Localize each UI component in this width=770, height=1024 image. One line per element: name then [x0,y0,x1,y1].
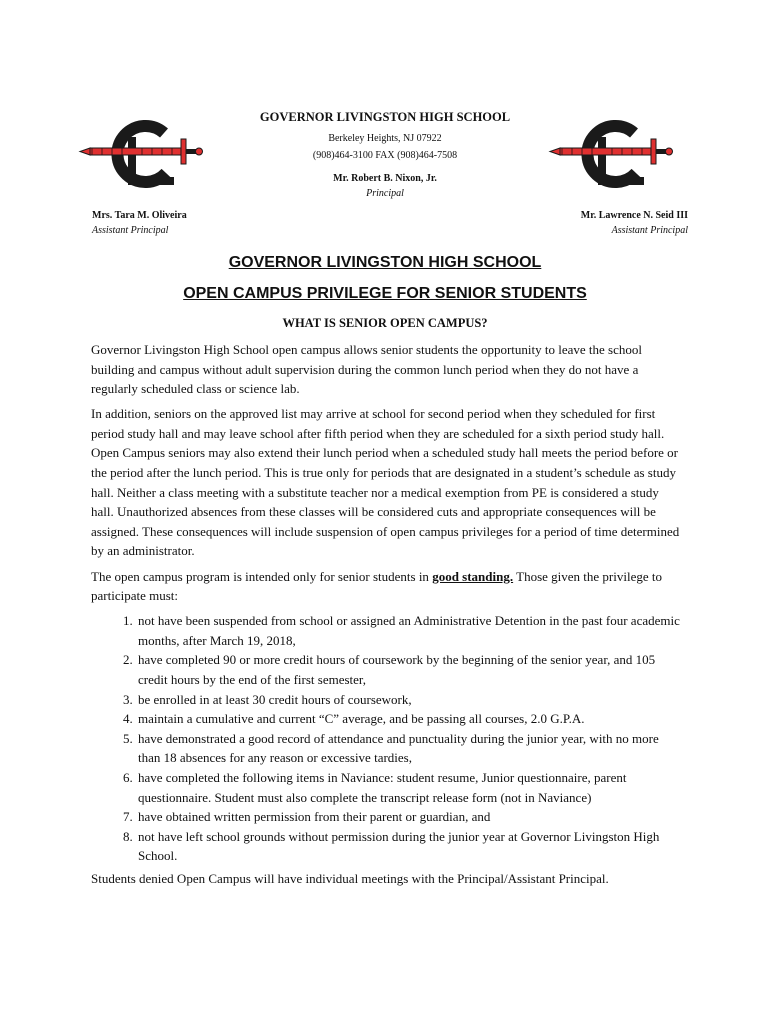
list-item: 5. have demonstrated a good record of attendance and punctuality during the junior year, with no more than 18 absences for any reason or excessive tardies, [136,729,683,768]
paragraph-eligibility [91,567,683,606]
asst-left-name: Mrs. Tara M. Oliveira [92,210,187,221]
paragraph-intro: Governor Livingston High School open campus allows senior students the opportunity to leave the school building and campus without adult supervision during the common lunch period when they do not have a regularly scheduled class or science lab. [91,342,642,397]
good-standing-emphasis: good standing. [432,568,514,584]
assistant-principal-left [92,208,187,238]
eligibility-text-start: The open campus program is intended only for senior students in [91,568,433,584]
document-body [91,340,683,894]
list-item: 8. not have left school grounds without permission during the junior year at Governor Livingston High School. [136,827,683,866]
asst-right-name: Mr. Lawrence N. Seid III [580,210,688,221]
principal-name: Mr. Robert B. Nixon, Jr. [333,173,437,184]
requirements-list [91,611,683,866]
letterhead [185,110,585,199]
principal-title: Principal [366,188,404,199]
section-heading: WHAT IS SENIOR OPEN CAMPUS? [282,316,488,330]
assistant-principal-right [581,208,688,238]
paragraph-study-hall: In addition, seniors on the approved list may arrive at school for second period when they scheduled for first period study hall and may leave school after fifth period when they are scheduled for a sixth period study hall. Open Campus seniors may also extend their lunch period when a scheduled study hall meets the period before or the period after the lunch period. This is true only for periods that are designated in a student’s schedule as study hall. Neither a class meeting with a substitute teacher nor a medical exemption from PE is considered a study hall. Unauthorized absences from these classes will be considered cuts and appropriate consequences will be assigned. These consequences will include suspension of open campus privileges for a period of time determined by an administrator. [91,406,680,559]
list-item: 3. be enrolled in at least 30 credit hours of coursework, [136,690,683,710]
asst-left-title: Assistant Principal [92,225,169,236]
document-title-line1: GOVERNOR LIVINGSTON HIGH SCHOOL [228,254,542,271]
letterhead-phone: (908)464-3100 FAX (908)464-7508 [312,150,458,161]
list-item: 4. maintain a cumulative and current “C” average, and be passing all courses, 2.0 G.P.A. [136,709,683,729]
letterhead-address: Berkeley Heights, NJ 07922 [328,133,442,144]
document-title-line2: OPEN CAMPUS PRIVILEGE FOR SENIOR STUDENTS [183,285,587,302]
letterhead-school-name: GOVERNOR LIVINGSTON HIGH SCHOOL [259,110,511,124]
asst-right-title: Assistant Principal [611,225,688,236]
eligibility-text-end: Those given the privilege to participate must: [91,568,662,604]
list-item: 6. have completed the following items in Naviance: student resume, Junior questionnaire, parent questionnaire. Student must also complete the transcript release form (not in Naviance) [136,768,683,807]
list-item: 1. not have been suspended from school or assigned an Administrative Detention in the past four academic months, after March 19, 2018, [136,611,683,650]
list-item: 7. have obtained written permission from their parent or guardian, and [136,807,683,827]
list-item: 2. have completed 90 or more credit hours of coursework by the beginning of the senior year, and 105 credit hours by the end of the first semester, [136,650,683,689]
paragraph-closing: Students denied Open Campus will have individual meetings with the Principal/Assistant Principal. [91,870,609,886]
